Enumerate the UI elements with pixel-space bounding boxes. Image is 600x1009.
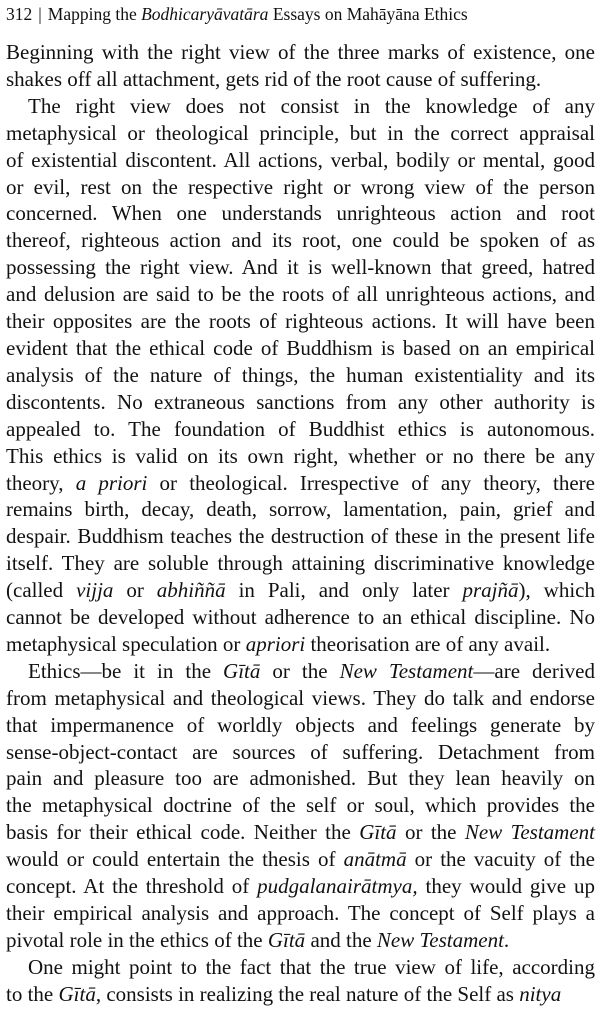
text-line: analysis of the nature of things, the human existentiality and its bbox=[6, 362, 595, 387]
text-line: remains birth, decay, death, sorrow, lamentation, pain, grief and bbox=[6, 497, 595, 522]
text-line: their empirical analysis and approach. The concept of Self plays a bbox=[6, 901, 595, 925]
text-line: (called vijja or abhiññā in Pali, and only later prajñā), which bbox=[6, 578, 596, 603]
text-line: to the Gītā, consists in realizing the real nature of the Self as nitya bbox=[6, 981, 562, 1006]
text-line: metaphysical or theological principle, but in the correct appraisal bbox=[6, 120, 595, 145]
text-line: and delusion are said to be the roots of all unrighteous actions, and bbox=[6, 282, 595, 307]
text-line: thereof, righteous action and its root, one could be spoken of as bbox=[6, 228, 595, 253]
text-line: their opposites are the roots of righteous actions. It will have been bbox=[6, 309, 595, 334]
text-line: One might point to the fact that the true view of life, according bbox=[28, 954, 595, 979]
running-head-separator: | bbox=[38, 4, 42, 24]
paragraph bbox=[6, 658, 595, 954]
text-line: sense-object-contact are sources of suffering. Detachment from bbox=[6, 739, 595, 764]
text-line: The right view does not consist in the knowledge of any bbox=[28, 93, 595, 118]
text-line: despair. Buddhism teaches the destruction of these in the present life bbox=[6, 524, 595, 549]
text-line: of existential discontent. All actions, verbal, bodily or mental, good bbox=[6, 147, 595, 172]
text-line: discontents. No extraneous sanctions from any other authority is bbox=[6, 389, 595, 414]
paragraph bbox=[6, 39, 595, 93]
text-line: This ethics is valid on its own right, whether or no there be any bbox=[6, 443, 595, 468]
text-line: possessing the right view. And it is well-known that greed, hatred bbox=[6, 255, 595, 280]
page-number: 312 bbox=[6, 4, 33, 24]
text-line: Ethics—be it in the Gītā or the New Testament—are derived bbox=[28, 658, 595, 683]
body-text bbox=[6, 39, 595, 1008]
running-head-title-pre: Mapping the bbox=[47, 4, 142, 24]
paragraph bbox=[6, 954, 595, 1008]
running-head-title-post: Essays on Mahāyāna Ethics bbox=[268, 4, 468, 24]
text-line: or evil, rest on the respective right or wrong view of the person bbox=[6, 174, 595, 199]
text-line: the metaphysical doctrine of the self or soul, which provides the bbox=[6, 793, 595, 818]
text-line: pivotal role in the ethics of the Gītā and the New Testament. bbox=[6, 927, 510, 952]
text-line: concept. At the threshold of pudgalanairātmya, they would give up bbox=[6, 874, 595, 899]
text-line: evident that the ethical code of Buddhism is based on an empirical bbox=[6, 335, 595, 360]
text-line: basis for their ethical code. Neither the Gītā or the New Testament bbox=[6, 820, 596, 845]
running-head-title-italic: Bodhicaryāvatāra bbox=[141, 4, 269, 24]
paragraph bbox=[6, 93, 595, 658]
text-line: theory, a priori or theological. Irrespective of any theory, there bbox=[6, 470, 595, 495]
text-line: pain and pleasure too are admonished. But they lean heavily on bbox=[6, 766, 595, 791]
text-line: would or could entertain the thesis of anātmā or the vacuity of the bbox=[6, 847, 596, 872]
running-head bbox=[6, 3, 595, 25]
text-line: shakes off all attachment, gets rid of the root cause of suffering. bbox=[6, 66, 542, 91]
text-line: that impermanence of worldly objects and feelings generate by bbox=[6, 712, 595, 737]
text-line: itself. They are soluble through attaining discriminative knowledge bbox=[6, 551, 595, 576]
text-line: Beginning with the right view of the three marks of existence, one bbox=[6, 40, 595, 64]
text-line: from metaphysical and theological views. They do talk and endorse bbox=[6, 685, 595, 710]
text-line: concerned. When one understands unrighteous action and root bbox=[6, 201, 595, 226]
text-line: metaphysical speculation or apriori theorisation are of any avail. bbox=[6, 631, 551, 656]
text-line: appealed to. The foundation of Buddhist ethics is autonomous. bbox=[6, 416, 595, 441]
text-line: cannot be developed without adherence to an ethical discipline. No bbox=[6, 605, 595, 630]
